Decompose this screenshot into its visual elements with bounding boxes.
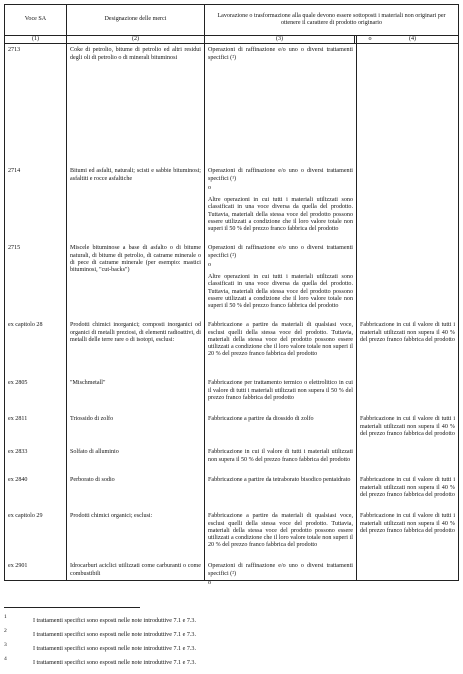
column-designation [67, 44, 205, 581]
desc-ex-2833: Solfato di alluminio [70, 449, 119, 456]
desc-ex-2840: Perborato di sodio [70, 477, 115, 484]
proc-2714 [208, 168, 353, 238]
proc-2715-text: Operazioni di raffinazione e/o uno o diversi trattamenti specifici (²) [208, 245, 353, 259]
footnote-number: 2 [4, 628, 7, 634]
footnote-text: I trattamenti specifici sono esposti nelle note introduttive 7.1 e 7.3. [33, 660, 196, 666]
alt-ex-2811: Fabbricazione in cui il valore di tutti i materiali utilizzati non supera il 40 % del prezzo franco fabbrica del prodotto [360, 416, 456, 437]
header-processing: Lavorazione o trasformazione alla quale devono essere sottoposti i materiali non originari per ottenere il carattere di prodotto originario [205, 5, 459, 36]
alt-ex-chapter-29: Fabbricazione in cui il valore di tutti i materiali utilizzati non supera il 40 % del prezzo franco fabbrica del prodotto [360, 513, 456, 534]
col-number-4-cell [357, 36, 459, 44]
footnote-3 [4, 642, 444, 652]
code-ex-2811: ex 2811 [8, 416, 28, 423]
footnote-text: I trattamenti specifici sono esposti nelle note introduttive 7.1 e 7.3. [33, 618, 196, 624]
alt-ex-chapter-28: Fabbricazione in cui il valore di tutti i materiali utilizzati non supera il 40 % del prezzo franco fabbrica del prodotto [360, 322, 456, 343]
footnote-1 [4, 614, 444, 624]
proc-ex-chapter-28: Fabbricazione a partire da materiali di qualsiasi voce, esclusi quelli della stessa voce del prodotto. Tuttavia, materiali della stessa voce del prodotto possono essere utilizzati a condizione che il loro valore totale non superi il 20 % del prezzo franco fabbrica del prodotto [208, 322, 353, 358]
proc-2714-or: o [208, 184, 212, 191]
proc-ex-2901 [208, 563, 353, 592]
proc-ex-2811: Fabbricazione a partire da diossido di zolfo [208, 416, 314, 423]
rules-of-origin-table [4, 4, 459, 586]
code-ex-2805: ex 2805 [8, 380, 28, 387]
code-2713: 2713 [8, 47, 21, 54]
header-row [5, 5, 459, 36]
code-ex-2901: ex 2901 [8, 563, 28, 570]
proc-2715-or: o [208, 261, 212, 268]
footnote-number: 3 [4, 642, 7, 648]
col-number-3: (3) [205, 36, 355, 44]
header-designation: Designazione delle merci [67, 5, 205, 36]
footnote-4 [4, 656, 444, 666]
desc-ex-2805: "Mischmetall" [70, 380, 106, 387]
proc-2715 [208, 245, 353, 315]
proc-ex-2805: Fabbricazione per trattamento termico o elettrolitico in cui il valore di tutti i materiali utilizzati non supera il 50 % del prezzo franco fabbrica del prodotto [208, 380, 353, 401]
proc-ex-2901-text: Operazioni di raffinazione e/o uno o diversi trattamenti specifici (²) [208, 563, 353, 577]
proc-2713 [208, 47, 353, 67]
column-alternative [357, 44, 459, 581]
desc-ex-2901: Idrocarburi aciclici utilizzati come carburanti o come combustibili [70, 563, 201, 577]
col-number-4: (4) [408, 36, 417, 42]
col-number-2: (2) [67, 36, 205, 44]
code-ex-2840: ex 2840 [8, 477, 28, 484]
proc-ex-2840: Fabbricazione a partire da tetraborato bisodico pentaidrato [208, 477, 351, 484]
desc-2714: Bitumi ed asfalti, naturali; scisti e sabbie bituminosi; asfaltiti e rocce asfaltiche [70, 168, 201, 182]
footnote-text: I trattamenti specifici sono esposti nelle note introduttive 7.1 e 7.3. [33, 632, 196, 638]
code-ex-chapter-29: ex capitolo 29 [8, 513, 43, 520]
body-row [5, 44, 459, 581]
proc-2714-text: Operazioni di raffinazione e/o uno o diversi trattamenti specifici (¹) [208, 168, 353, 182]
footnote-number: 1 [4, 614, 7, 620]
proc-ex-2901-or: o [208, 579, 212, 586]
desc-ex-chapter-29: Prodotti chimici organici; esclusi: [70, 513, 153, 520]
proc-2714-alt-text: Altre operazioni in cui tutti i materiali utilizzati sono classificati in una voce diversa da quella del prodotto. Tuttavia, materiali della stessa voce del prodotto possono essere utilizzati a condizione che il loro valore totale non superi il 50 % del prezzo franco fabbrica del prodotto [208, 197, 353, 233]
proc-2715-alt-text: Altre operazioni in cui tutti i materiali utilizzati sono classificati in una voce diversa da quella del prodotto. Tuttavia, materiali della stessa voce del prodotto possono essere utilizzati a condizione che il loro valore totale non superi il 50 % del prezzo franco fabbrica del prodotto [208, 274, 353, 310]
code-ex-2833: ex 2833 [8, 449, 28, 456]
footnote-number: 4 [4, 656, 7, 662]
footnote-2 [4, 628, 444, 638]
column-number-row [5, 36, 459, 44]
code-2715: 2715 [8, 245, 21, 252]
column-code [5, 44, 67, 581]
col-or-label: o [368, 36, 372, 42]
col-number-1: (1) [5, 36, 67, 44]
proc-2713-text: Operazioni di raffinazione e/o uno o diversi trattamenti specifici (²) [208, 47, 353, 61]
desc-ex-2811: Triossido di zolfo [70, 416, 114, 423]
proc-ex-chapter-29: Fabbricazione a partire da materiali di qualsiasi voce, esclusi quelli della stessa voce del prodotto. Tuttavia, materiali della stessa voce del prodotto possono essere utilizzati a condizione che il loro valore totale non superi il 20 % del prezzo franco fabbrica del prodotto [208, 513, 353, 549]
desc-2715: Miscele bituminose a base di asfalto o di bitume naturali, di bitume di petrolio, di catrame minerale o di pece di catrame minerale (per esempio: mastici bituminosi, "cut-backs") [70, 245, 201, 274]
alt-ex-2840: Fabbricazione in cui il valore di tutti i materiali utilizzati non supera il 40 % del prezzo franco fabbrica del prodotto [360, 477, 456, 498]
desc-2713: Coke di petrolio, bitume di petrolio ed altri residui degli oli di petrolio o di minerali bituminosi [70, 47, 201, 61]
code-ex-chapter-28: ex capitolo 28 [8, 322, 43, 329]
footnote-separator [4, 607, 140, 608]
footnote-text: I trattamenti specifici sono esposti nelle note introduttive 7.1 e 7.3. [33, 646, 196, 652]
desc-ex-chapter-28: Prodotti chimici inorganici; composti inorganici od organici di metalli preziosi, di elementi radioattivi, di metalli delle terre rare o di isotopi, esclusi: [70, 322, 201, 343]
column-processing [205, 44, 357, 586]
code-2714: 2714 [8, 168, 21, 175]
proc-ex-2833: Fabbricazione in cui il valore di tutti i materiali utilizzati non supera il 50 % del prezzo franco fabbrica del prodotto [208, 449, 353, 463]
header-heading-code: Voce SA [5, 5, 67, 36]
